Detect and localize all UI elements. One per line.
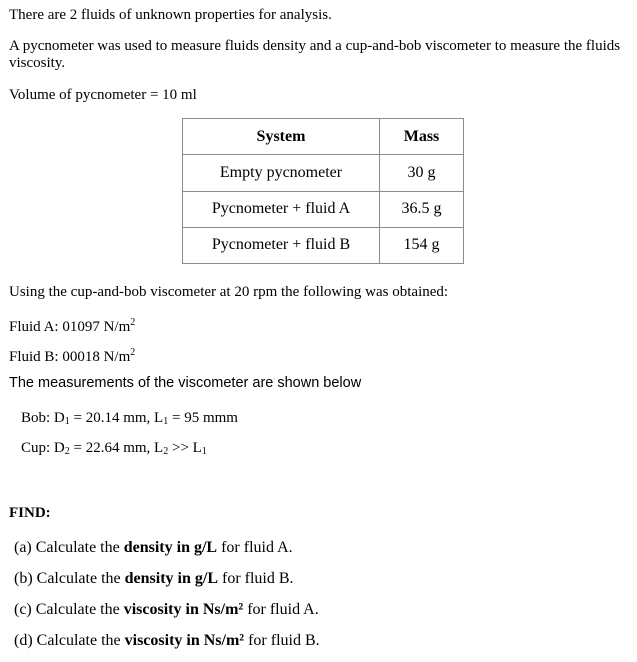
question-emphasis: viscosity in Ns/m² — [124, 632, 245, 649]
bob-prefix: Bob: D — [21, 410, 65, 426]
method-text: A pycnometer was used to measure fluids density and a cup-and-bob viscometer to measure the fluids viscosity. — [9, 38, 621, 71]
question-text: for fluid B. — [244, 632, 320, 649]
question-text: (b) Calculate the — [14, 570, 125, 587]
question-text: (d) Calculate the — [14, 632, 125, 649]
system-cell: Pycnometer + fluid A — [183, 191, 380, 227]
find-label: FIND: — [9, 505, 51, 521]
system-cell: Pycnometer + fluid B — [183, 227, 380, 263]
question-text: for fluid A. — [217, 539, 293, 556]
volume-text: Volume of pycnometer = 10 ml — [9, 87, 197, 103]
question-text: for fluid A. — [243, 601, 319, 618]
cup-sub-d: 2 — [64, 446, 70, 457]
cup-sub-l1: 1 — [201, 446, 207, 457]
question-b — [14, 569, 294, 588]
header-mass: Mass — [380, 119, 464, 155]
cup-gt: >> L — [168, 440, 202, 456]
fluid-a-reading — [9, 314, 135, 336]
question-emphasis: density in g/L — [124, 570, 218, 587]
fluid-b-reading — [9, 344, 135, 366]
fluid-b-label: Fluid B: 00018 N/m — [9, 349, 131, 365]
question-text: (c) Calculate the — [14, 601, 124, 618]
cup-sub-l: 2 — [163, 446, 169, 457]
mass-cell: 154 g — [380, 227, 464, 263]
fluid-a-label: Fluid A: 01097 N/m — [9, 319, 131, 335]
question-a — [14, 538, 293, 557]
measurements-intro: The measurements of the viscometer are shown below — [9, 375, 362, 391]
bob-mid: = 20.14 mm, L — [69, 410, 164, 426]
header-system: System — [183, 119, 380, 155]
table-row — [183, 155, 464, 191]
bob-suffix: = 95 mmm — [168, 410, 238, 426]
cup-dimensions — [21, 440, 207, 460]
question-emphasis: viscosity in Ns/m² — [123, 601, 244, 618]
mass-table — [182, 118, 464, 264]
fluid-b-exponent: 2 — [130, 347, 136, 358]
table-row — [183, 191, 464, 227]
question-text: (a) Calculate the — [14, 539, 124, 556]
table-row — [183, 227, 464, 263]
question-d — [14, 631, 320, 650]
question-c — [14, 600, 319, 619]
question-text: for fluid B. — [217, 570, 294, 587]
bob-sub-d: 1 — [64, 416, 70, 427]
fluid-a-exponent: 2 — [130, 317, 136, 328]
cup-prefix: Cup: D — [21, 440, 65, 456]
mass-cell: 30 g — [380, 155, 464, 191]
mass-cell: 36.5 g — [380, 191, 464, 227]
cup-mid: = 22.64 mm, L — [69, 440, 164, 456]
viscometer-intro: Using the cup-and-bob viscometer at 20 rpm the following was obtained: — [9, 284, 449, 300]
bob-sub-l: 1 — [163, 416, 169, 427]
table-header-row — [183, 119, 464, 155]
question-emphasis: density in g/L — [123, 539, 218, 556]
bob-dimensions — [21, 410, 238, 430]
system-cell: Empty pycnometer — [183, 155, 380, 191]
intro-text: There are 2 fluids of unknown properties for analysis. — [9, 7, 332, 23]
